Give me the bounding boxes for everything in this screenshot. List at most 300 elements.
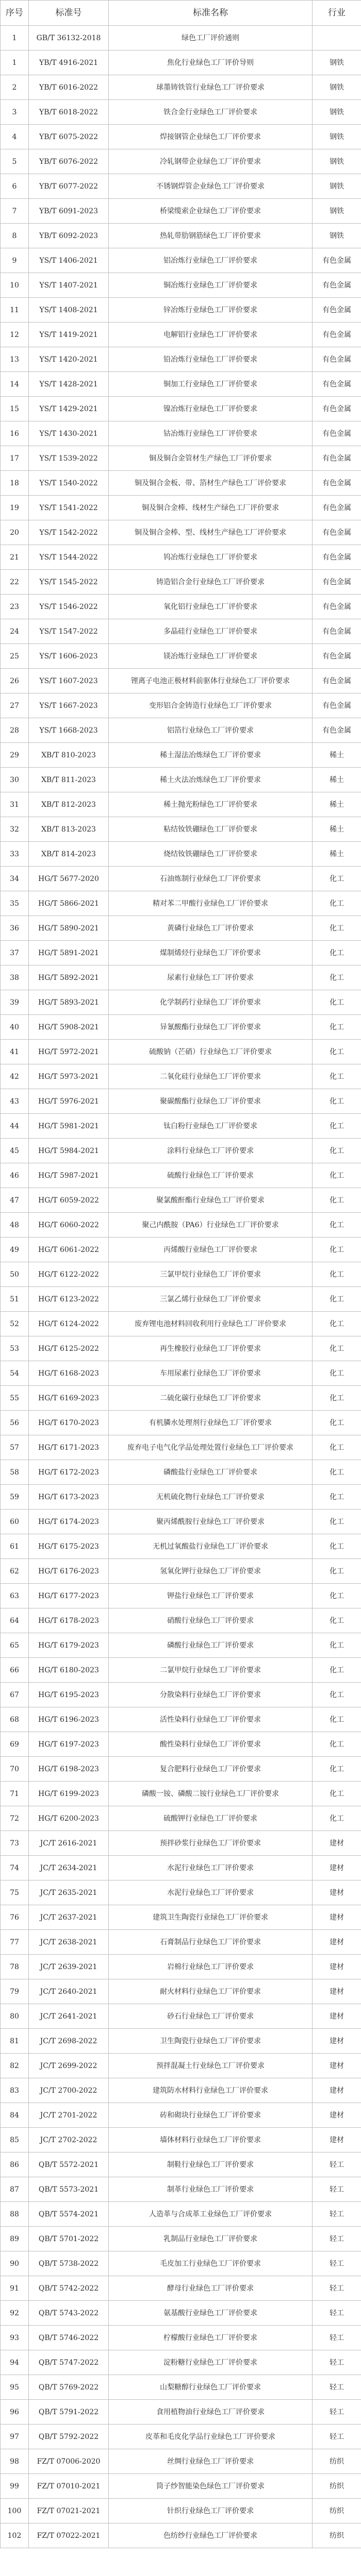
standard-name-cell: 铸造铝合金行业绿色工厂评价要求 [109,570,313,595]
standard-code-cell: QB/T 5792-2022 [29,2425,109,2449]
standard-code-cell: QB/T 5743-2022 [29,2301,109,2326]
standard-code-cell: GB/T 36132-2018 [29,26,109,50]
table-row [1,2326,361,2350]
standard-name-cell: 三氯甲烷行业绿色工厂评价要求 [109,1262,313,1287]
industry-cell: 有色金属 [313,669,361,693]
standard-code-cell: YB/T 6016-2022 [29,75,109,100]
standard-name-cell: 废弃电子电气化学品处理处置行业绿色工厂评价要求 [109,1435,313,1460]
standard-name-cell: 铜及铜合金管材生产绿色工厂评价要求 [109,446,313,471]
industry-cell: 化工 [313,990,361,1015]
standard-code-cell: HG/T 6179-2023 [29,1633,109,1658]
serial-no-cell: 78 [1,1955,29,1979]
serial-no-cell: 33 [1,842,29,867]
industry-cell: 有色金属 [313,471,361,496]
serial-no-cell: 19 [1,496,29,520]
standard-code-cell: XB/T 810-2023 [29,743,109,768]
table-row [1,1312,361,1336]
standard-code-cell: JC/T 2616-2021 [29,1831,109,1856]
serial-no-cell: 16 [1,421,29,446]
industry-cell: 轻工 [313,2202,361,2227]
industry-cell: 化工 [313,1262,361,1287]
table-row [1,1435,361,1460]
table-row [1,1485,361,1510]
standard-name-cell: 氨基酸行业绿色工厂评价要求 [109,2301,313,2326]
table-row [1,149,361,174]
serial-no-cell: 99 [1,2474,29,2499]
table-row [1,743,361,768]
standard-code-cell: HG/T 5677-2020 [29,867,109,891]
industry-cell: 有色金属 [313,496,361,520]
standard-code-cell: XB/T 814-2023 [29,842,109,867]
industry-cell: 轻工 [313,2301,361,2326]
standard-name-cell: 粘结钕铁硼绿色工厂评价要求 [109,817,313,842]
industry-cell: 纺织 [313,2499,361,2523]
standard-name-cell: 无机过氧酸盐行业绿色工厂评价要求 [109,1534,313,1559]
standard-name-cell: 乳制品行业绿色工厂评价要求 [109,2227,313,2251]
standard-name-cell: 焦化行业绿色工厂评价导则 [109,50,313,75]
standard-name-cell: 预拌砂浆行业绿色工厂评价要求 [109,1831,313,1856]
standard-code-cell: QB/T 5573-2021 [29,2177,109,2202]
standard-code-cell: YS/T 1546-2022 [29,595,109,619]
standard-name-cell: 锂离子电池正极材料前驱体行业绿色工厂评价要求 [109,669,313,693]
header-row [1,1,361,26]
standard-code-cell: QB/T 5574-2021 [29,2202,109,2227]
standard-name-cell: 变形铝合金铸造行业绿色工厂评价要求 [109,693,313,718]
standard-code-cell: JC/T 2700-2022 [29,2078,109,2103]
serial-no-cell: 67 [1,1683,29,1707]
serial-no-cell: 9 [1,248,29,273]
standard-code-cell: HG/T 6175-2023 [29,1534,109,1559]
standard-code-cell: HG/T 6195-2023 [29,1683,109,1707]
table-row [1,2029,361,2054]
standard-name-cell: 稀土湿法冶炼绿色工厂评价要求 [109,743,313,768]
standard-name-cell: 丙烯酸行业绿色工厂评价要求 [109,1238,313,1262]
standard-name-cell: 山梨糖醇行业绿色工厂评价要求 [109,2375,313,2400]
standard-code-cell: HG/T 6170-2023 [29,1411,109,1435]
table-row [1,718,361,743]
industry-cell: 化工 [313,1806,361,1831]
serial-no-cell: 5 [1,149,29,174]
industry-cell: 轻工 [313,2400,361,2425]
serial-no-cell: 90 [1,2251,29,2276]
industry-cell: 轻工 [313,2227,361,2251]
serial-no-cell: 55 [1,1386,29,1411]
table-row [1,2078,361,2103]
industry-cell: 化工 [313,1336,361,1361]
table-row [1,323,361,347]
standard-name-cell: 卫生陶瓷行业绿色工厂评价要求 [109,2029,313,2054]
serial-no-cell: 23 [1,595,29,619]
table-row [1,2054,361,2078]
industry-cell: 化工 [313,1238,361,1262]
standard-name-cell: 异氰酸酯行业绿色工厂评价要求 [109,1015,313,1040]
industry-cell: 化工 [313,1559,361,1584]
standard-name-cell: 聚丙烯酰胺行业绿色工厂评价要求 [109,1510,313,1534]
standard-code-cell: FZ/T 07021-2021 [29,2499,109,2523]
table-row [1,1955,361,1979]
table-row [1,792,361,817]
serial-no-cell: 1 [1,26,29,50]
standard-code-cell: JC/T 2701-2022 [29,2103,109,2128]
table-row [1,2004,361,2029]
standard-code-cell: YS/T 1667-2023 [29,693,109,718]
industry-cell: 轻工 [313,2375,361,2400]
industry-cell [313,26,361,50]
table-row [1,1757,361,1782]
serial-no-cell: 72 [1,1806,29,1831]
standard-name-cell: 岩棉行业绿色工厂评价要求 [109,1955,313,1979]
table-row [1,1040,361,1064]
standard-code-cell: YS/T 1547-2022 [29,619,109,644]
standard-name-cell: 水泥行业绿色工厂评价要求 [109,1880,313,1905]
serial-no-cell: 34 [1,867,29,891]
standard-code-cell: QB/T 5747-2022 [29,2350,109,2375]
standard-name-cell: 氢氧化钾行业绿色工厂评价要求 [109,1559,313,1584]
serial-no-cell: 45 [1,1139,29,1163]
industry-cell: 化工 [313,1584,361,1608]
serial-no-cell: 100 [1,2499,29,2523]
serial-no-cell: 53 [1,1336,29,1361]
table-row [1,75,361,100]
industry-cell: 建材 [313,1831,361,1856]
industry-cell: 有色金属 [313,693,361,718]
industry-cell: 化工 [313,1683,361,1707]
standard-code-cell: HG/T 6125-2022 [29,1336,109,1361]
standard-name-cell: 镍冶炼行业绿色工厂评价要求 [109,397,313,421]
serial-no-cell: 7 [1,199,29,224]
industry-cell: 稀土 [313,817,361,842]
standard-code-cell: QB/T 5791-2022 [29,2400,109,2425]
table-row [1,471,361,496]
standard-code-cell: YS/T 1545-2022 [29,570,109,595]
standard-name-cell: 化学制药行业绿色工厂评价要求 [109,990,313,1015]
serial-no-cell: 22 [1,570,29,595]
table-row [1,100,361,125]
standard-code-cell: YS/T 1540-2022 [29,471,109,496]
standard-code-cell: FZ/T 07006-2020 [29,2449,109,2474]
industry-cell: 化工 [313,1633,361,1658]
industry-cell: 有色金属 [313,347,361,372]
standard-code-cell: XB/T 811-2023 [29,768,109,792]
industry-cell: 化工 [313,1782,361,1806]
standard-name-cell: 建筑卫生陶瓷行业绿色工厂评价要求 [109,1905,313,1930]
standard-name-cell: 球墨铸铁管行业绿色工厂评价要求 [109,75,313,100]
table-row [1,397,361,421]
table-row [1,1608,361,1633]
serial-no-cell: 26 [1,669,29,693]
table-row [1,1386,361,1411]
standard-name-cell: 再生橡胶行业绿色工厂评价要求 [109,1336,313,1361]
table-row [1,298,361,323]
table-row [1,2301,361,2326]
table-row [1,1658,361,1683]
industry-cell: 化工 [313,1460,361,1485]
serial-no-cell: 102 [1,2523,29,2548]
table-row [1,1460,361,1485]
standard-code-cell: YS/T 1544-2022 [29,545,109,570]
serial-no-cell: 95 [1,2375,29,2400]
serial-no-cell: 38 [1,965,29,990]
industry-cell: 钢铁 [313,125,361,149]
standard-name-cell: 精对苯二甲酸行业绿色工厂评价要求 [109,891,313,916]
industry-cell: 有色金属 [313,421,361,446]
industry-cell: 建材 [313,1856,361,1880]
standard-name-cell: 丝绸行业绿色工厂评价要求 [109,2449,313,2474]
standard-code-cell: HG/T 6173-2023 [29,1485,109,1510]
table-row [1,817,361,842]
serial-no-cell: 8 [1,224,29,248]
industry-cell: 化工 [313,1435,361,1460]
serial-no-cell: 85 [1,2128,29,2153]
table-row [1,26,361,50]
standard-code-cell: HG/T 5890-2021 [29,916,109,941]
serial-no-cell: 12 [1,323,29,347]
standard-code-cell: HG/T 6196-2023 [29,1707,109,1732]
industry-cell: 建材 [313,2029,361,2054]
standard-name-cell: 耐火材料行业绿色工厂评价要求 [109,1979,313,2004]
table-row [1,941,361,965]
table-row [1,224,361,248]
standard-code-cell: HG/T 5976-2021 [29,1089,109,1114]
standard-code-cell: HG/T 6123-2022 [29,1287,109,1312]
industry-cell: 建材 [313,2128,361,2153]
industry-cell: 化工 [313,1361,361,1386]
serial-no-cell: 46 [1,1163,29,1188]
serial-no-cell: 52 [1,1312,29,1336]
standard-code-cell: HG/T 6168-2023 [29,1361,109,1386]
industry-cell: 轻工 [313,2177,361,2202]
industry-cell: 化工 [313,916,361,941]
serial-no-cell: 86 [1,2153,29,2177]
industry-cell: 化工 [313,941,361,965]
table-row [1,125,361,149]
table-row [1,520,361,545]
standard-name-cell: 磷酸盐行业绿色工厂评价要求 [109,1460,313,1485]
standard-name-cell: 绿色工厂评价通则 [109,26,313,50]
serial-no-cell: 62 [1,1559,29,1584]
industry-cell: 建材 [313,2103,361,2128]
serial-no-cell: 43 [1,1089,29,1114]
serial-no-cell: 73 [1,1831,29,1856]
table-row [1,1831,361,1856]
table-row [1,2350,361,2375]
serial-no-cell: 54 [1,1361,29,1386]
standard-name-cell: 尿素行业绿色工厂评价要求 [109,965,313,990]
standard-name-cell: 制革行业绿色工厂评价要求 [109,2177,313,2202]
standard-name-cell: 有机膦水处理剂行业绿色工厂评价要求 [109,1411,313,1435]
table-row [1,2276,361,2301]
serial-no-cell: 76 [1,1905,29,1930]
standard-code-cell: JC/T 2635-2021 [29,1880,109,1905]
standard-name-cell: 活性染料行业绿色工厂评价要求 [109,1707,313,1732]
industry-cell: 化工 [313,1757,361,1782]
standard-code-cell: FZ/T 07022-2021 [29,2523,109,2548]
serial-no-cell: 59 [1,1485,29,1510]
table-row [1,2251,361,2276]
standard-code-cell: HG/T 6122-2022 [29,1262,109,1287]
industry-cell: 纺织 [313,2474,361,2499]
standard-name-cell: 涂料行业绿色工厂评价要求 [109,1139,313,1163]
standard-code-cell: YS/T 1430-2021 [29,421,109,446]
industry-cell: 有色金属 [313,248,361,273]
industry-cell: 化工 [313,1114,361,1139]
industry-cell: 化工 [313,1089,361,1114]
industry-cell: 轻工 [313,2326,361,2350]
standard-name-cell: 酸性染料行业绿色工厂评价要求 [109,1732,313,1757]
serial-no-cell: 1 [1,50,29,75]
standard-name-cell: 稀土火法冶炼绿色工厂评价要求 [109,768,313,792]
serial-no-cell: 81 [1,2029,29,2054]
table-row [1,2499,361,2523]
table-row [1,1163,361,1188]
standard-name-cell: 铜及铜合金板、带、箔材生产绿色工厂评价要求 [109,471,313,496]
serial-no-cell: 75 [1,1880,29,1905]
header-industry: 行业 [313,1,361,26]
standard-name-cell: 黄磷行业绿色工厂评价要求 [109,916,313,941]
standard-code-cell: HG/T 6060-2022 [29,1213,109,1238]
table-row [1,891,361,916]
table-row [1,50,361,75]
table-row [1,1114,361,1139]
standard-name-cell: 硫酸行业绿色工厂评价要求 [109,1163,313,1188]
standard-code-cell: YS/T 1408-2021 [29,298,109,323]
standard-name-cell: 皮革和毛皮化学品行业绿色工厂评价要求 [109,2425,313,2449]
industry-cell: 有色金属 [313,273,361,298]
table-row [1,273,361,298]
standard-name-cell: 砖和砌块行业绿色工厂评价要求 [109,2103,313,2128]
standard-name-cell: 石油炼制行业绿色工厂评价要求 [109,867,313,891]
standard-code-cell: JC/T 2698-2022 [29,2029,109,2054]
table-row [1,372,361,397]
industry-cell: 建材 [313,1930,361,1955]
standard-code-cell: JC/T 2634-2021 [29,1856,109,1880]
serial-no-cell: 41 [1,1040,29,1064]
serial-no-cell: 40 [1,1015,29,1040]
serial-no-cell: 36 [1,916,29,941]
standard-code-cell: HG/T 5891-2021 [29,941,109,965]
serial-no-cell: 27 [1,693,29,718]
standard-code-cell: YS/T 1429-2021 [29,397,109,421]
header-standard-code: 标准号 [29,1,109,26]
standard-code-cell: YS/T 1419-2021 [29,323,109,347]
table-row [1,496,361,520]
standard-name-cell: 建筑防水材料行业绿色工厂评价要求 [109,2078,313,2103]
industry-cell: 化工 [313,1658,361,1683]
standard-name-cell: 焊接钢管企业绿色工厂评价要求 [109,125,313,149]
industry-cell: 化工 [313,1188,361,1213]
table-row [1,1510,361,1534]
table-row [1,619,361,644]
table-row [1,199,361,224]
standard-code-cell: HG/T 5866-2021 [29,891,109,916]
table-row [1,1534,361,1559]
industry-cell: 有色金属 [313,595,361,619]
standard-name-cell: 无机硫化物行业绿色工厂评价要求 [109,1485,313,1510]
industry-cell: 有色金属 [313,520,361,545]
standard-name-cell: 钾盐行业绿色工厂评价要求 [109,1584,313,1608]
standard-code-cell: YB/T 6076-2022 [29,149,109,174]
standard-name-cell: 煤制烯烃行业绿色工厂评价要求 [109,941,313,965]
serial-no-cell: 32 [1,817,29,842]
table-row [1,2153,361,2177]
industry-cell: 建材 [313,2078,361,2103]
standard-name-cell: 聚己内酰胺（PA6）行业绿色工厂评价要求 [109,1213,313,1238]
serial-no-cell: 82 [1,2054,29,2078]
serial-no-cell: 58 [1,1460,29,1485]
table-row [1,669,361,693]
standard-code-cell: HG/T 5972-2021 [29,1040,109,1064]
standard-code-cell: HG/T 6124-2022 [29,1312,109,1336]
serial-no-cell: 89 [1,2227,29,2251]
serial-no-cell: 49 [1,1238,29,1262]
serial-no-cell: 29 [1,743,29,768]
industry-cell: 稀土 [313,768,361,792]
table-row [1,2202,361,2227]
standard-code-cell: YS/T 1668-2023 [29,718,109,743]
table-row [1,2375,361,2400]
standard-name-cell: 多晶硅行业绿色工厂评价要求 [109,619,313,644]
serial-no-cell: 13 [1,347,29,372]
standard-name-cell: 钨冶炼行业绿色工厂评价要求 [109,545,313,570]
industry-cell: 化工 [313,1485,361,1510]
table-row [1,2474,361,2499]
table-row [1,1336,361,1361]
serial-no-cell: 18 [1,471,29,496]
industry-cell: 轻工 [313,2251,361,2276]
industry-cell: 有色金属 [313,619,361,644]
industry-cell: 化工 [313,1510,361,1534]
serial-no-cell: 92 [1,2301,29,2326]
table-row [1,1979,361,2004]
standard-name-cell: 铅冶炼行业绿色工厂评价要求 [109,347,313,372]
standard-name-cell: 聚碳酸酯行业绿色工厂评价要求 [109,1089,313,1114]
standard-code-cell: HG/T 6180-2023 [29,1658,109,1683]
standard-code-cell: HG/T 6198-2023 [29,1757,109,1782]
standard-name-cell: 针织行业绿色工厂评价要求 [109,2499,313,2523]
industry-cell: 轻工 [313,2425,361,2449]
serial-no-cell: 44 [1,1114,29,1139]
table-row [1,1559,361,1584]
table-row [1,990,361,1015]
industry-cell: 化工 [313,1213,361,1238]
standard-name-cell: 硝酸行业绿色工厂评价要求 [109,1608,313,1633]
serial-no-cell: 91 [1,2276,29,2301]
standard-code-cell: JC/T 2702-2022 [29,2128,109,2153]
table-row [1,1262,361,1287]
industry-cell: 有色金属 [313,298,361,323]
standard-code-cell: HG/T 6177-2023 [29,1584,109,1608]
standard-code-cell: HG/T 5981-2021 [29,1114,109,1139]
standard-code-cell: HG/T 6172-2023 [29,1460,109,1485]
standard-name-cell: 废弃锂电池材料回收利用行业绿色工厂评价要求 [109,1312,313,1336]
standard-code-cell: XB/T 812-2023 [29,792,109,817]
serial-no-cell: 21 [1,545,29,570]
serial-no-cell: 87 [1,2177,29,2202]
standard-code-cell: QB/T 5572-2021 [29,2153,109,2177]
serial-no-cell: 69 [1,1732,29,1757]
standard-code-cell: YS/T 1420-2021 [29,347,109,372]
table-row [1,2227,361,2251]
serial-no-cell: 98 [1,2449,29,2474]
industry-cell: 有色金属 [313,446,361,471]
industry-cell: 有色金属 [313,570,361,595]
table-row [1,2449,361,2474]
standard-name-cell: 淀粉糖行业绿色工厂评价要求 [109,2350,313,2375]
table-row [1,1782,361,1806]
serial-no-cell: 47 [1,1188,29,1213]
standard-name-cell: 三氯乙烯行业绿色工厂评价要求 [109,1287,313,1312]
serial-no-cell: 88 [1,2202,29,2227]
